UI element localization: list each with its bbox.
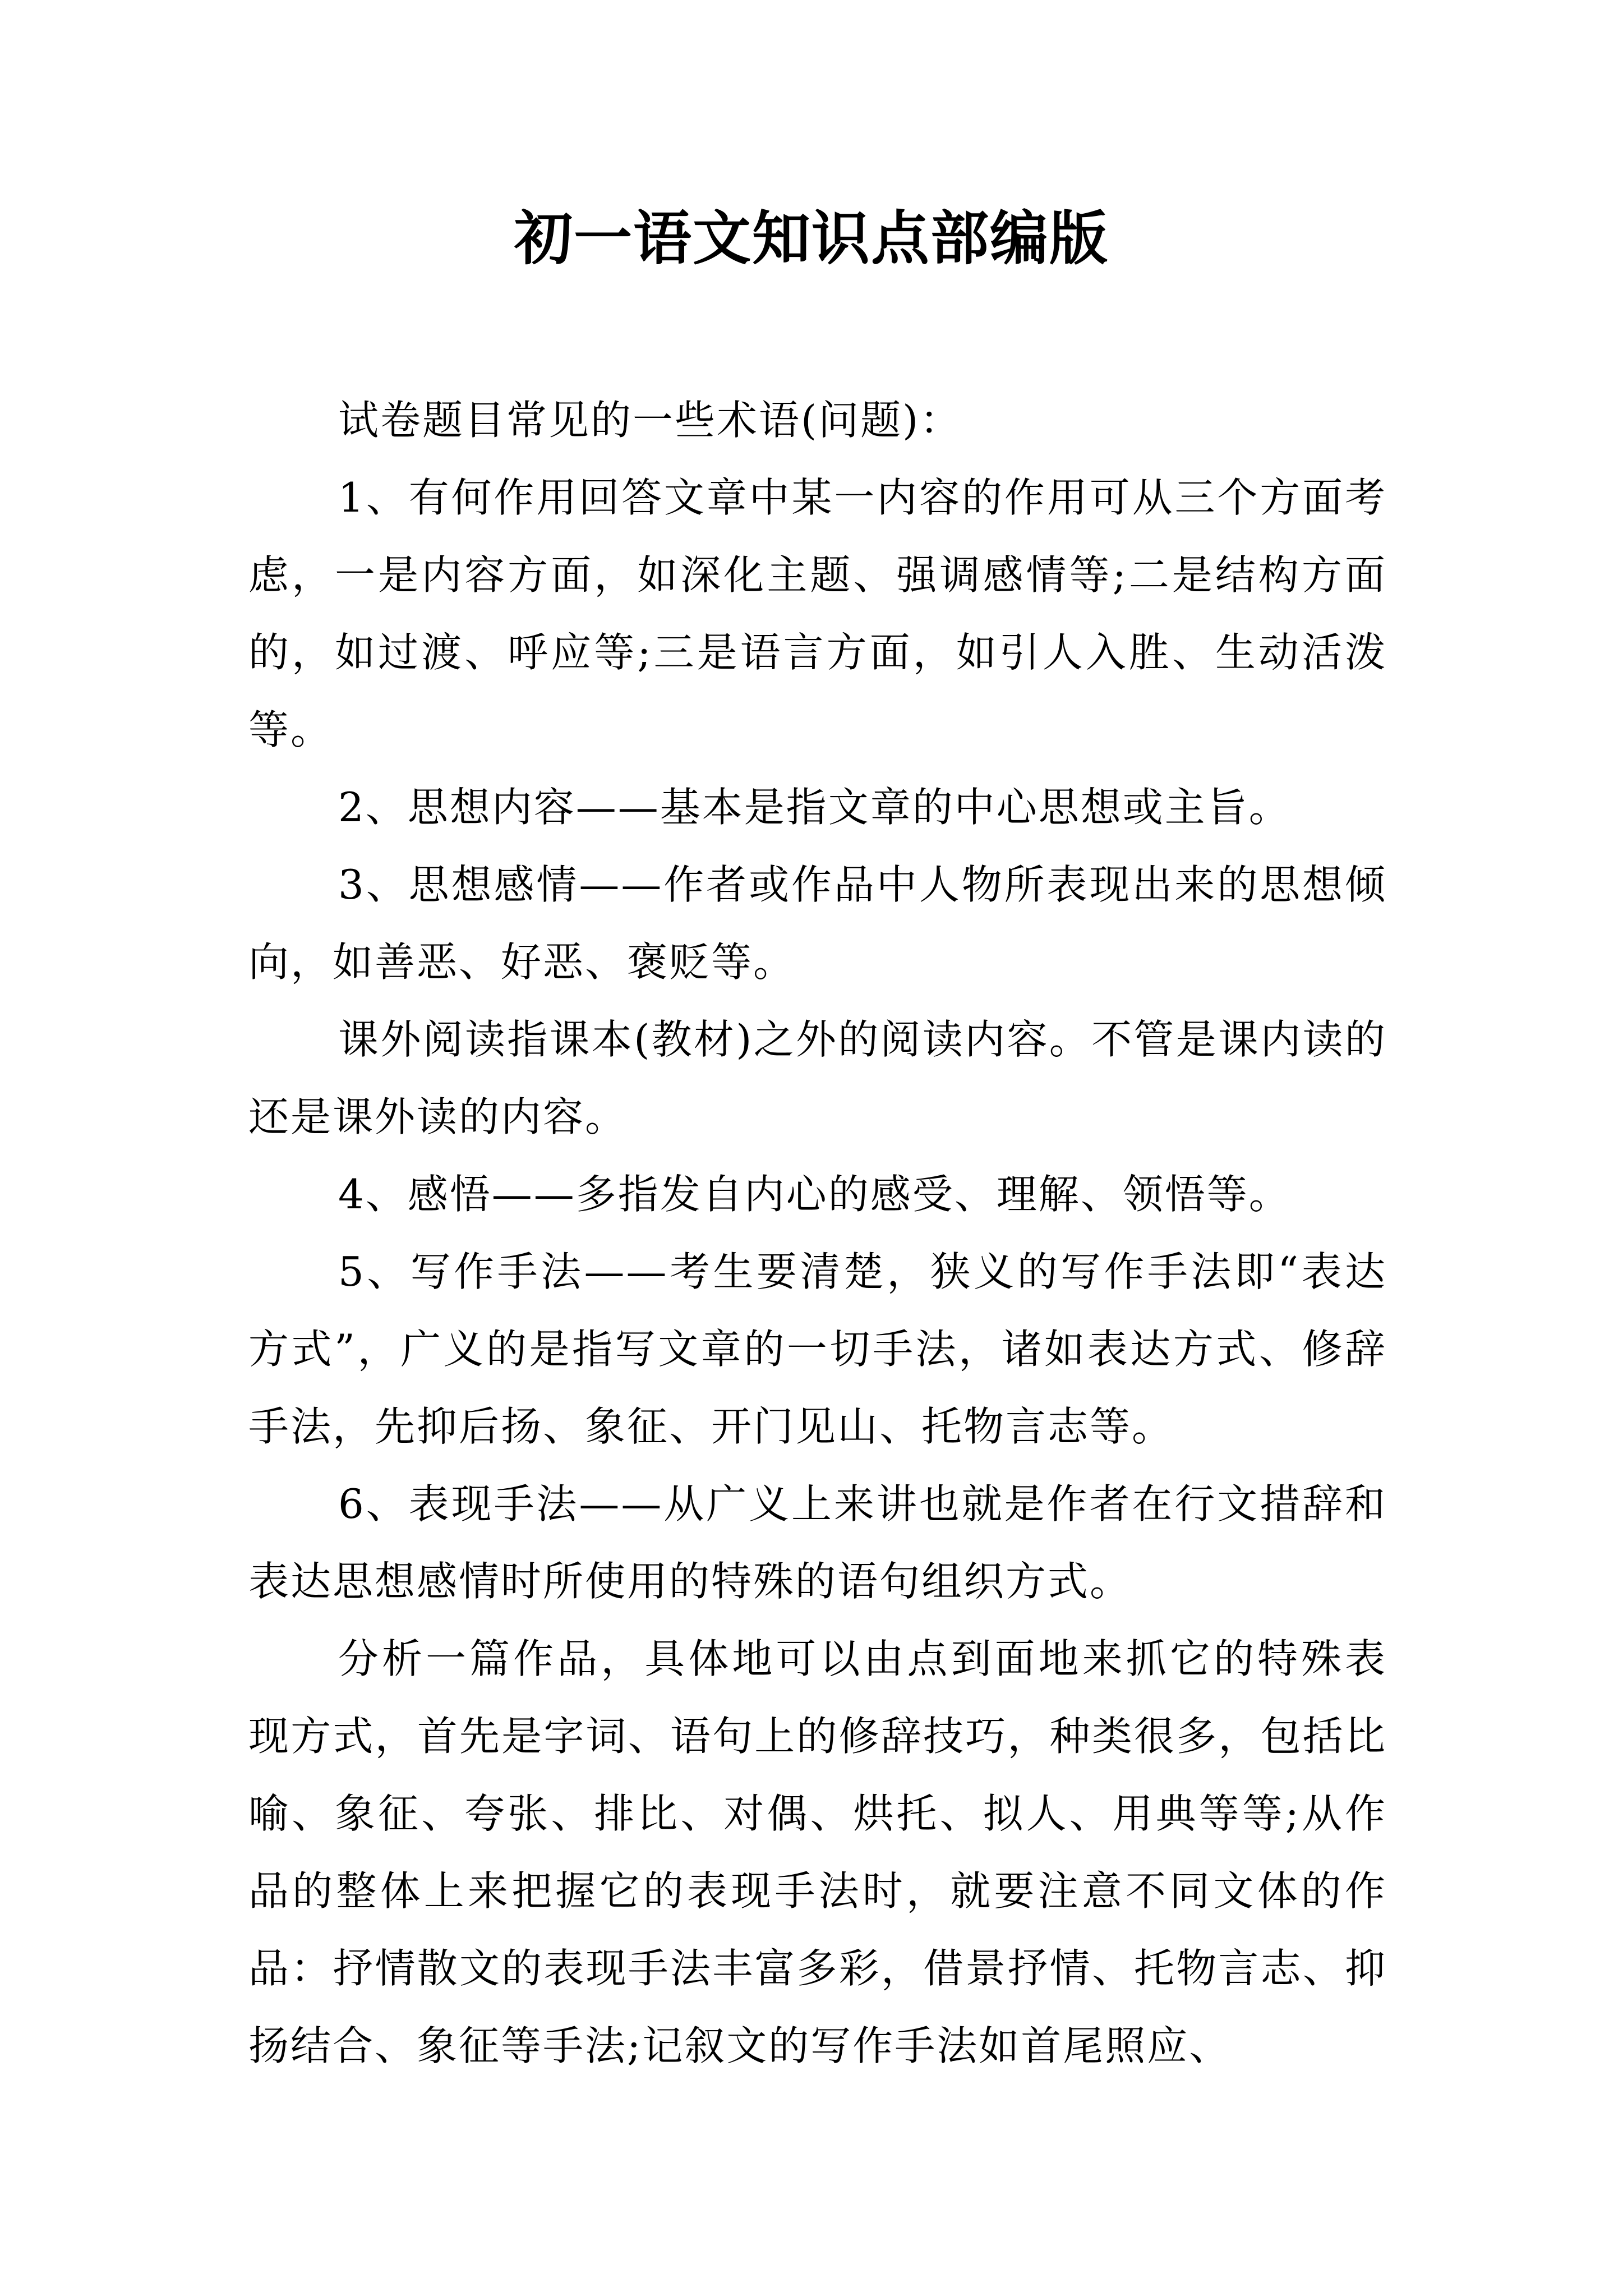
paragraph-item-5: 5、写作手法——考生要清楚，狭义的写作手法即“表达方式”，广义的是指写文章的一切手法，诸如表达方式、修辞手法，先抑后扬、象征、开门见山、托物言志等。 <box>248 1248 1387 1450</box>
document-body <box>248 381 1387 2085</box>
paragraph-item-4: 4、感悟——多指发自内心的感受、理解、领悟等。 <box>338 1171 1291 1218</box>
paragraph-extracurricular-reading: 课外阅读指课本(教材)之外的阅读内容。不管是课内读的还是课外读的内容。 <box>248 1016 1387 1140</box>
paragraph-item-6: 6、表现手法——从广义上来讲也就是作者在行文措辞和表达思想感情时所使用的特殊的语句组织方式。 <box>248 1480 1387 1605</box>
paragraph-analysis: 分析一篇作品，具体地可以由点到面地来抓它的特殊表现方式，首先是字词、语句上的修辞技巧，种类很多，包括比喻、象征、夸张、排比、对偶、烘托、拟人、用典等等;从作品的整体上来把握它的表现手法时，就要注意不同文体的作品：抒情散文的表现手法丰富多彩，借景抒情、托物言志、抑扬结合、象征等手法;记叙文的写作手法如首尾照应、 <box>248 1635 1387 2069</box>
paragraph-terms-intro: 试卷题目常见的一些术语(问题)： <box>338 397 962 444</box>
paragraph-item-3: 3、思想感情——作者或作品中人物所表现出来的思想倾向，如善恶、好恶、褒贬等。 <box>248 861 1387 986</box>
paragraph-item-2: 2、思想内容——基本是指文章的中心思想或主旨。 <box>338 784 1291 831</box>
paragraph-item-1: 1、有何作用回答文章中某一内容的作用可从三个方面考虑，一是内容方面，如深化主题、强调感情等;二是结构方面的，如过渡、呼应等;三是语言方面，如引人入胜、生动活泼等。 <box>248 474 1387 753</box>
document-title: 初一语文知识点部编版 <box>514 204 1109 273</box>
